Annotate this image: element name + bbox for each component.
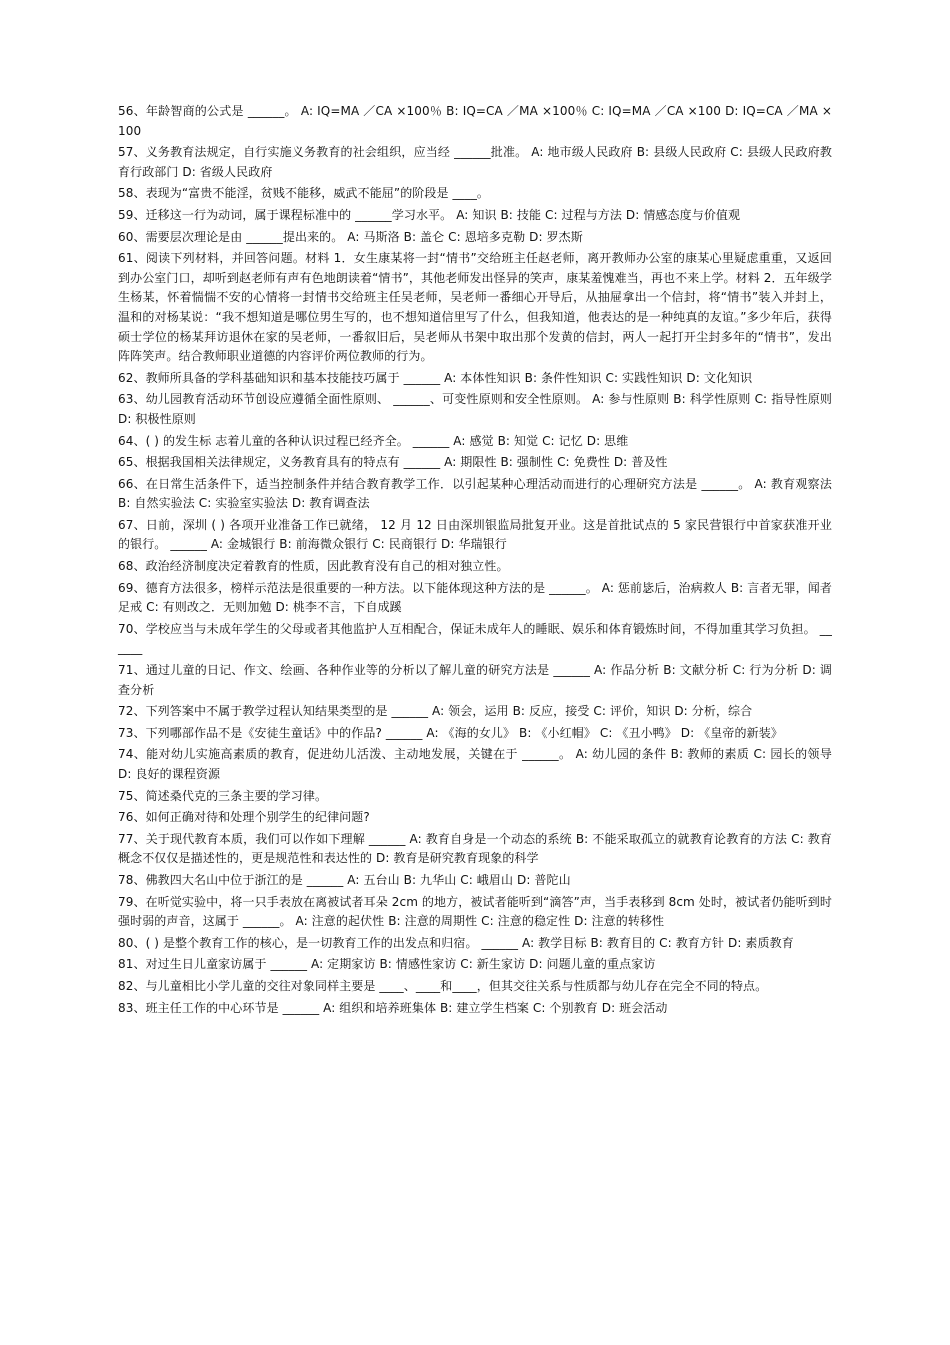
question-item: 80、( ) 是整个教育工作的核心，是一切教育工作的出发点和归宿。 ______ A: 教学目标 B: 教育目的 C: 教育方针 D: 素质教育 xyxy=(118,935,794,950)
question-item: 66、在日常生活条件下，适当控制条件并结合教育教学工作．以引起某种心理活动而进行的心理研究方法是 ______。 A: 教育观察法 B: 自然实验法 C: 实验室实验法 D: 教育调查法 xyxy=(118,476,832,511)
question-item: 72、下列答案中不属于教学过程认知结果类型的是 ______ A: 领会，运用 B: 反应，接受 C: 评价，知识 D: 分析，综合 xyxy=(118,704,753,719)
question-item: 73、下列哪部作品不是《安徒生童话》中的作品? ______ A: 《海的女儿》 B: 《小红帽》 C: 《丑小鸭》 D: 《皇帝的新装》 xyxy=(118,725,783,740)
question-item: 64、( ) 的发生标 志着儿童的各种认识过程已经齐全。 ______ A: 感觉 B: 知觉 C: 记忆 D: 思维 xyxy=(118,433,629,448)
question-item: 78、佛教四大名山中位于浙江的是 ______ A: 五台山 B: 九华山 C: 峨眉山 D: 普陀山 xyxy=(118,872,571,887)
question-item: 74、能对幼儿实施高素质的教育，促进幼儿活泼、主动地发展，关键在于 ______。 A: 幼儿园的条件 B: 教师的素质 C: 园长的领导 D: 良好的课程资源 xyxy=(118,747,832,781)
question-item: 68、政治经济制度决定着教育的性质，因此教育没有自己的相对独立性。 xyxy=(118,559,509,574)
question-item: 70、学校应当与未成年学生的父母或者其他监护人互相配合，保证未成年人的睡眠、娱乐和体育锻炼时间，不得加重其学习负担。 ______ xyxy=(118,621,832,656)
question-item: 83、班主任工作的中心环节是 ______ A: 组织和培养班集体 B: 建立学生档案 C: 个别教育 D: 班会活动 xyxy=(118,1000,668,1015)
question-item: 69、德育方法很多，榜样示范法是很重要的一种方法。以下能体现这种方法的是 ______。 A: 惩前毖后，治病救人 B: 言者无罪，闻者足戒 C: 有则改之．无则加勉 D: 桃李不言，下自成蹊 xyxy=(118,580,832,615)
question-item: 61、阅读下列材料，并回答问题。材料 1．女生康某将一封“情书”交给班主任赵老师，离开教师办公室的康某心里疑虑重重，又返回到办公室门口，却听到赵老师有声有色地朗读着“情书”，其他老师发出怪异的笑声，康某羞愧难当，再也不来上学。材料 2．五年级学生杨某，怀着惴惴不安的心情将一封情书交给班主任吴老师，吴老师一番细心开导后，从抽屉拿出一个信封，将“情书”装入并封上，温和的对杨某说：“我不想知道是哪位男生写的，也不想知道信里写了什么，但我知道，他表达的是一种纯真的友谊。”多少年后，获得硕士学位的杨某拜访退休在家的吴老师，一番叙旧后，吴老师从书架中取出那个发黄的信封，两人一起打开尘封多年的“情书”，发出阵阵笑声。结合教师职业道德的内容评价两位教师的行为。 xyxy=(118,251,832,364)
question-item: 58、表现为“富贵不能淫，贫贱不能移，威武不能屈”的阶段是 ____。 xyxy=(118,186,490,201)
question-item: 82、与儿童相比小学儿童的交往对象同样主要是 ____、____和____，但其交往关系与性质都与幼儿存在完全不同的特点。 xyxy=(118,978,768,993)
question-item: 63、幼儿园教育活动环节创设应遵循全面性原则、 ______、可变性原则和安全性原则。 A: 参与性原则 B: 科学性原则 C: 指导性原则 D: 积极性原则 xyxy=(118,392,832,426)
question-item: 62、教师所具备的学科基础知识和基本技能技巧属于 ______ A: 本体性知识 B: 条件性知识 C: 实践性知识 D: 文化知识 xyxy=(118,370,753,385)
question-item: 77、关于现代教育本质，我们可以作如下理解 ______ A: 教育自身是一个动态的系统 B: 不能采取孤立的就教育论教育的方法 C: 教育概念不仅仅是描述性的，更是规范性和表达性的 D: 教育是研究教育现象的科学 xyxy=(118,831,832,866)
question-item: 59、迁移这一行为动词，属于课程标准中的 ______学习水平。 A: 知识 B: 技能 C: 过程与方法 D: 情感态度与价值观 xyxy=(118,207,741,222)
question-item: 71、通过儿童的日记、作文、绘画、各种作业等的分析以了解儿童的研究方法是 ______ A: 作品分析 B: 文献分析 C: 行为分析 D: 调查分析 xyxy=(118,663,832,697)
question-item: 79、在听觉实验中，将一只手表放在离被试者耳朵 2cm 的地方，被试者能听到“滴答”声，当手表移到 8cm 处时，被试者仍能听到时强时弱的声音，这属于 ______。 A: 注意的起伏性 B: 注意的周期性 C: 注意的稳定性 D: 注意的转移性 xyxy=(118,894,832,929)
question-item: 65、根据我国相关法律规定，义务教育具有的特点有 ______ A: 期限性 B: 强制性 C: 免费性 D: 普及性 xyxy=(118,455,668,470)
question-item: 75、简述桑代克的三条主要的学习律。 xyxy=(118,788,328,803)
question-item: 67、日前，深圳 ( ) 各项开业准备工作已就绪， 12 月 12 日由深圳银监局批复开业。这是首批试点的 5 家民营银行中首家获准开业的银行。 ______ A: 金城银行 B: 前海微众银行 C: 民商银行 D: 华瑞银行 xyxy=(118,517,832,552)
document-page xyxy=(118,102,832,1018)
question-item: 60、需要层次理论是由 ______提出来的。 A: 马斯洛 B: 盖仑 C: 恩培多克勒 D: 罗杰斯 xyxy=(118,229,583,244)
question-item: 57、义务教育法规定，自行实施义务教育的社会组织，应当经 ______批准。 A: 地市级人民政府 B: 县级人民政府 C: 县级人民政府教育行政部门 D: 省级人民政府 xyxy=(118,145,832,179)
question-item: 81、对过生日儿童家访属于 ______ A: 定期家访 B: 情感性家访 C: 新生家访 D: 问题儿童的重点家访 xyxy=(118,957,656,972)
question-item: 76、如何正确对待和处理个别学生的纪律问题? xyxy=(118,810,370,825)
question-item: 56、年龄智商的公式是 ______。 A: IQ=MA ／CA ×100％ B: IQ=CA ／MA ×100％ C: IQ=MA ／CA ×100 D: IQ=CA ／MA ×100 xyxy=(118,104,832,138)
